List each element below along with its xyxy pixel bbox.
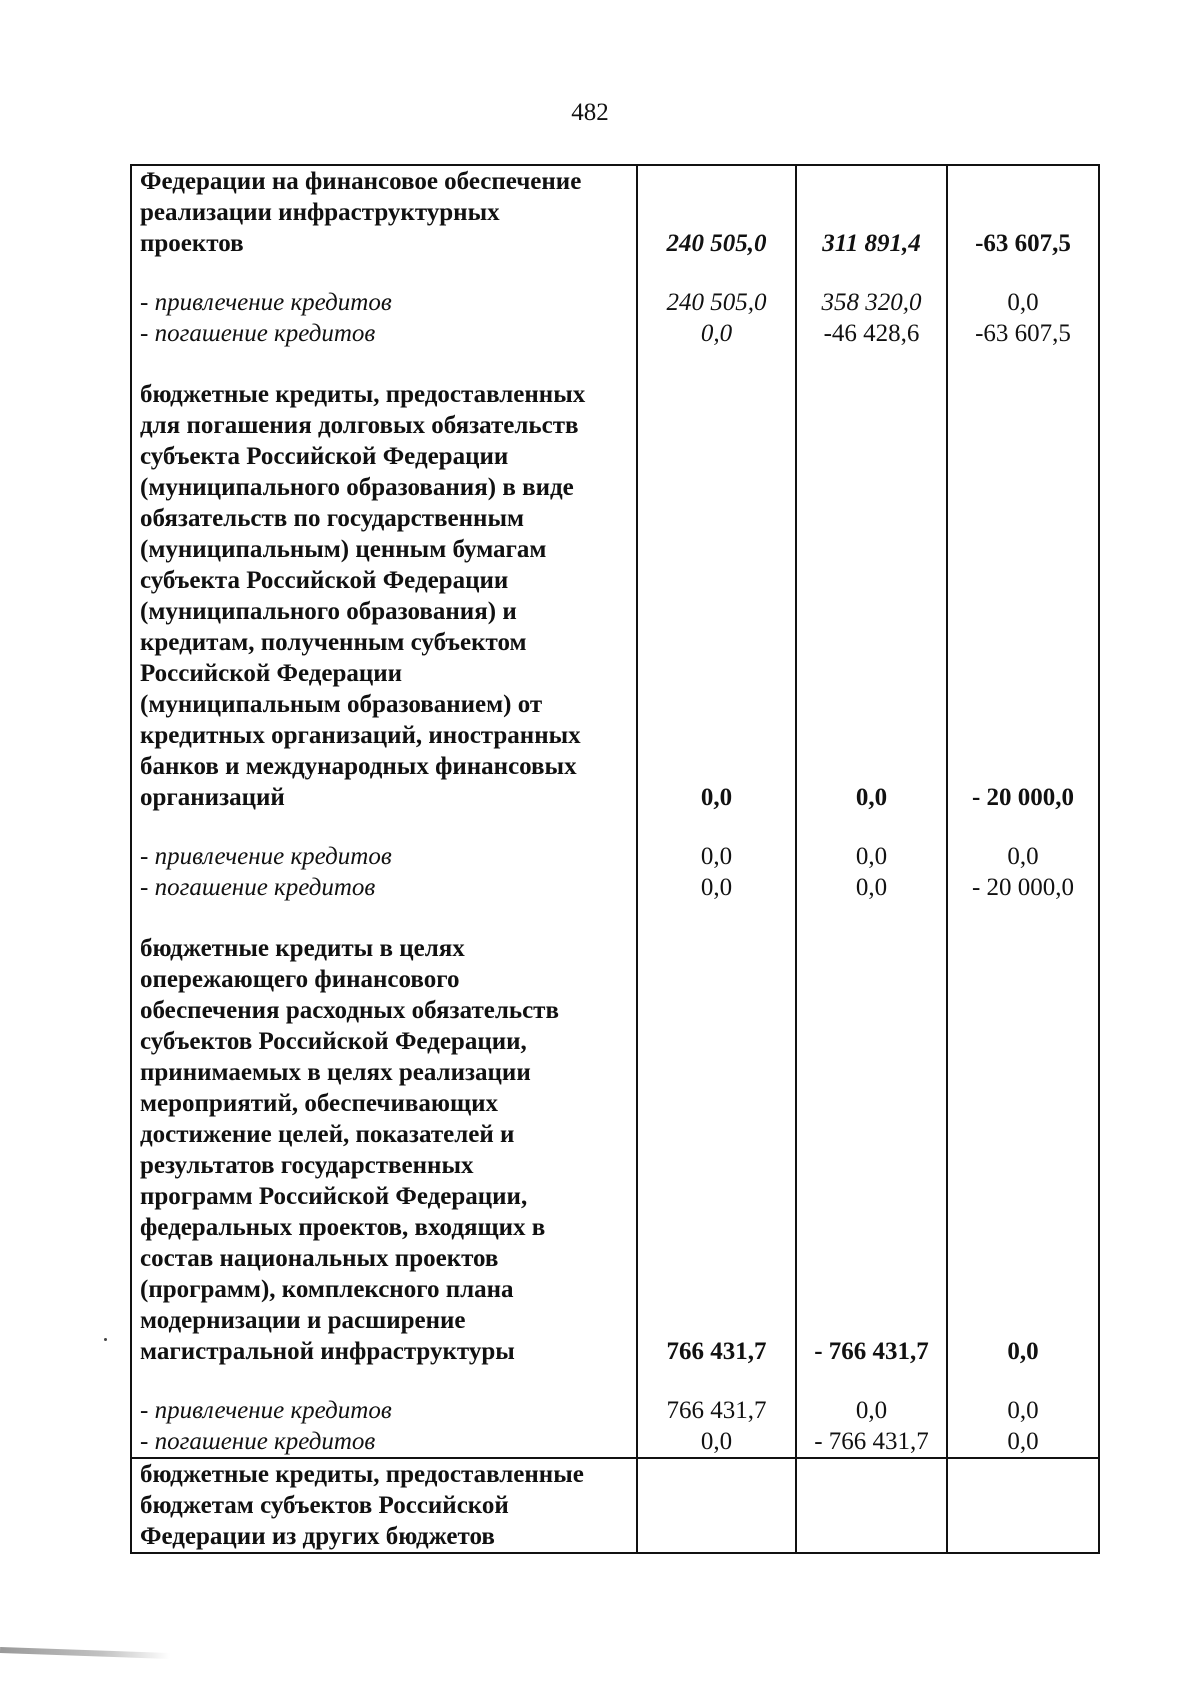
scan-smudge: [0, 1647, 170, 1659]
sub-label-repayment: - погашение кредитов: [140, 1428, 376, 1455]
section-1-borrowing-value: 0,0: [1007, 289, 1039, 316]
section-2-heading-line: субъекта Российской Федерации: [140, 567, 509, 594]
section-2-heading-line: бюджетные кредиты, предоставленных: [140, 381, 586, 408]
section-1-total-value: -63 607,5: [975, 230, 1071, 257]
row-name-cell: [131, 165, 637, 1458]
section-3-heading-line: субъектов Российской Федерации,: [140, 1028, 527, 1055]
table-row-main: [131, 165, 1099, 1458]
section-3-heading-line: модернизации и расширение: [140, 1307, 466, 1334]
sub-label-repayment: - погашение кредитов: [140, 874, 376, 901]
sub-label-borrowing: - привлечение кредитов: [140, 1397, 392, 1424]
section-2: [140, 379, 628, 933]
section-2-heading-line: кредитных организаций, иностранных: [140, 722, 581, 749]
last-row-heading-line: Федерации из других бюджетов: [140, 1523, 495, 1550]
section-2-heading-line: для погашения долговых обязательств: [140, 412, 579, 439]
budget-credits-table: [130, 164, 1100, 1554]
section-2-borrowing-value: 0,0: [1007, 843, 1039, 870]
last-row-empty-cell: [637, 1458, 796, 1553]
value-column-3: [947, 165, 1099, 1458]
section-2-heading-line: обязательств по государственным: [140, 505, 525, 532]
section-3-heading-line: программ Российской Федерации,: [140, 1183, 528, 1210]
section-3-total-value: 766 431,7: [666, 1338, 767, 1365]
section-1-heading-line: Федерации на финансовое обеспечение: [140, 168, 582, 195]
sub-label-borrowing: - привлечение кредитов: [140, 289, 392, 316]
section-3-heading-line: принимаемых в целях реализации: [140, 1059, 531, 1086]
section-1-total-value: 311 891,4: [822, 230, 921, 257]
section-2-repayment-value: 0,0: [855, 874, 888, 901]
section-2-total-value: - 20 000,0: [971, 784, 1075, 811]
last-row-empty-cell: [947, 1458, 1099, 1553]
section-3-repayment-value: - 766 431,7: [814, 1428, 929, 1455]
last-row-name-cell: [131, 1458, 637, 1553]
section-3-heading-line: обеспечения расходных обязательств: [140, 997, 559, 1024]
table-row-last: [131, 1458, 1099, 1553]
section-3-borrowing-value: 766 431,7: [666, 1397, 767, 1424]
section-2-borrowing-value: 0,0: [855, 843, 888, 870]
section-3: [140, 933, 628, 1457]
section-1-total-value: 240 505,0: [666, 230, 767, 257]
section-2-heading-line: (муниципального образования) и: [140, 598, 517, 625]
section-3-heading-line: состав национальных проектов: [140, 1245, 499, 1272]
section-2-total-value: 0,0: [855, 784, 888, 811]
section-1-borrowing-value: 240 505,0: [666, 289, 767, 316]
value-column-1: [637, 165, 796, 1458]
section-2-repayment-value: 0,0: [700, 874, 733, 901]
section-2-heading-line: субъекта Российской Федерации: [140, 443, 509, 470]
section-3-borrowing-value: 0,0: [855, 1397, 888, 1424]
section-3-heading-line: (программ), комплексного плана: [140, 1276, 514, 1303]
section-2-heading-line: (муниципальным образованием) от: [140, 691, 543, 718]
section-1: [140, 166, 628, 379]
section-3-total-value: 0,0: [1007, 1338, 1039, 1365]
section-2-heading-line: кредитам, полученным субъектом: [140, 629, 527, 656]
section-3-heading-line: федеральных проектов, входящих в: [140, 1214, 546, 1241]
section-3-heading-line: опережающего финансового: [140, 966, 460, 993]
section-2-heading-line: Российской Федерации: [140, 660, 403, 687]
section-1-repayment-value: 0,0: [700, 320, 733, 347]
section-2-heading-line: (муниципального образования) в виде: [140, 474, 574, 501]
section-3-heading-line: бюджетные кредиты в целях: [140, 935, 465, 962]
section-3-heading-line: достижение целей, показателей и: [140, 1121, 515, 1148]
last-row-heading-line: бюджетные кредиты, предоставленные: [140, 1461, 584, 1488]
scan-speck: [104, 1338, 107, 1341]
section-1-heading-line: реализации инфраструктурных: [140, 199, 500, 226]
section-3-borrowing-value: 0,0: [1007, 1397, 1039, 1424]
section-2-total-value: 0,0: [700, 784, 733, 811]
last-row-heading-line: бюджетам субъектов Российской: [140, 1492, 509, 1519]
section-2-repayment-value: - 20 000,0: [971, 874, 1075, 901]
section-3-repayment-value: 0,0: [1007, 1428, 1039, 1455]
section-3-heading-line: мероприятий, обеспечивающих: [140, 1090, 499, 1117]
section-3-heading-line: магистральной инфраструктуры: [140, 1338, 515, 1365]
section-1-repayment-value: -46 428,6: [823, 320, 920, 347]
section-3-repayment-value: 0,0: [700, 1428, 733, 1455]
section-2-borrowing-value: 0,0: [700, 843, 733, 870]
section-2-heading-line: организаций: [140, 784, 285, 811]
section-2-heading-line: (муниципальным) ценным бумагам: [140, 536, 547, 563]
section-1-borrowing-value: 358 320,0: [821, 289, 922, 316]
page-number: 482: [571, 99, 609, 126]
section-3-total-value: - 766 431,7: [814, 1338, 929, 1365]
section-2-heading-line: банков и международных финансовых: [140, 753, 577, 780]
sub-label-repayment: - погашение кредитов: [140, 320, 376, 347]
section-3-heading-line: результатов государственных: [140, 1152, 474, 1179]
last-row-empty-cell: [796, 1458, 947, 1553]
section-1-repayment-value: -63 607,5: [975, 320, 1071, 347]
sub-label-borrowing: - привлечение кредитов: [140, 843, 392, 870]
section-1-heading-line: проектов: [140, 230, 244, 257]
value-column-2: [796, 165, 947, 1458]
